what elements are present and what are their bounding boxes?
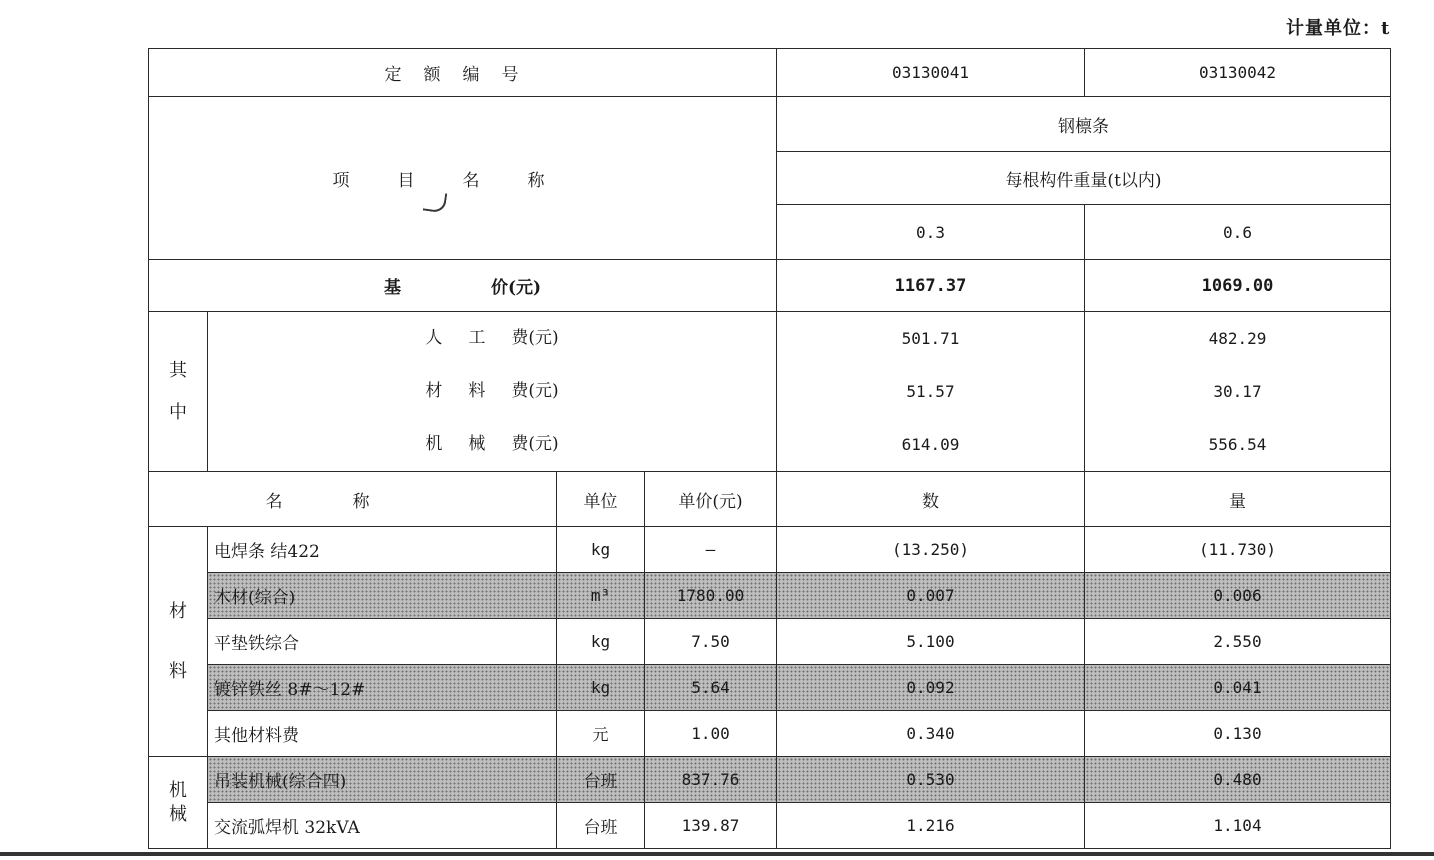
machinery-qty-1: 0.530: [777, 757, 1085, 803]
machinery-group-label: 机械: [149, 757, 208, 849]
machinery-qty-1: 1.216: [777, 803, 1085, 849]
material-qty-1: 0.340: [777, 711, 1085, 757]
column-header-qty-left: 数: [777, 472, 1085, 527]
base-price-2: 1069.00: [1085, 260, 1391, 312]
material-name: 电焊条 结422: [208, 527, 557, 573]
breakdown-values-1: [777, 312, 1085, 472]
material-unit: m³: [557, 573, 645, 619]
labor-cost-1: 501.71: [901, 329, 960, 348]
machinery-cost-1: 614.09: [901, 435, 960, 454]
column-header-name: 名称: [149, 472, 557, 527]
material-unit: kg: [557, 665, 645, 711]
material-qty-2: 0.006: [1085, 573, 1391, 619]
item-name-label: 项目名称: [149, 97, 777, 260]
material-name: 其他材料费: [208, 711, 557, 757]
machinery-cost-2: 556.54: [1208, 435, 1267, 454]
column-header-qty-right: 量: [1085, 472, 1391, 527]
materials-group-label: 材料: [149, 527, 208, 757]
material-name: 木材(综合): [208, 573, 557, 619]
material-price: 7.50: [645, 619, 777, 665]
quota-code-1: 03130041: [777, 49, 1085, 97]
material-cost-label: 材料费(元): [425, 381, 559, 401]
column-header-unit-price: 单价(元): [645, 472, 777, 527]
machinery-qty-2: 1.104: [1085, 803, 1391, 849]
subcategory-label: 每根构件重量(t以内): [777, 152, 1391, 205]
machinery-price: 139.87: [645, 803, 777, 849]
material-price: 1.00: [645, 711, 777, 757]
material-qty-1: (13.250): [777, 527, 1085, 573]
material-cost-2: 30.17: [1213, 382, 1262, 401]
material-qty-2: (11.730): [1085, 527, 1391, 573]
scan-edge-line: [0, 852, 1434, 856]
labor-cost-2: 482.29: [1208, 329, 1267, 348]
material-qty-2: 2.550: [1085, 619, 1391, 665]
machinery-price: 837.76: [645, 757, 777, 803]
labor-cost-label: 人工费(元): [425, 328, 559, 348]
machinery-name: 吊装机械(综合四): [208, 757, 557, 803]
base-price-label: 基 价(元): [149, 260, 777, 312]
material-qty-1: 0.092: [777, 665, 1085, 711]
machinery-cost-label: 机械费(元): [425, 434, 559, 454]
material-price: —: [645, 527, 777, 573]
material-cost-1: 51.57: [906, 382, 955, 401]
material-price: 5.64: [645, 665, 777, 711]
material-qty-2: 0.041: [1085, 665, 1391, 711]
machinery-name: 交流弧焊机 32kVA: [208, 803, 557, 849]
material-name: 平垫铁综合: [208, 619, 557, 665]
material-qty-1: 5.100: [777, 619, 1085, 665]
machinery-unit: 台班: [557, 803, 645, 849]
weight-1: 0.3: [777, 205, 1085, 260]
quota-code-label: 定额编号: [149, 49, 777, 97]
machinery-unit: 台班: [557, 757, 645, 803]
breakdown-group-label: 其中: [149, 312, 208, 472]
material-name: 镀锌铁丝 8#～12#: [208, 665, 557, 711]
quota-code-2: 03130042: [1085, 49, 1391, 97]
material-qty-2: 0.130: [1085, 711, 1391, 757]
column-header-unit: 单位: [557, 472, 645, 527]
material-unit: kg: [557, 619, 645, 665]
category-label: 钢檩条: [777, 97, 1391, 152]
breakdown-values-2: [1085, 312, 1391, 472]
material-unit: kg: [557, 527, 645, 573]
material-price: 1780.00: [645, 573, 777, 619]
material-qty-1: 0.007: [777, 573, 1085, 619]
measurement-unit-note: 计量单位：t: [1286, 18, 1391, 39]
weight-2: 0.6: [1085, 205, 1391, 260]
breakdown-labels: [208, 312, 777, 472]
base-price-1: 1167.37: [777, 260, 1085, 312]
quota-table: [148, 48, 1391, 849]
material-unit: 元: [557, 711, 645, 757]
machinery-qty-2: 0.480: [1085, 757, 1391, 803]
